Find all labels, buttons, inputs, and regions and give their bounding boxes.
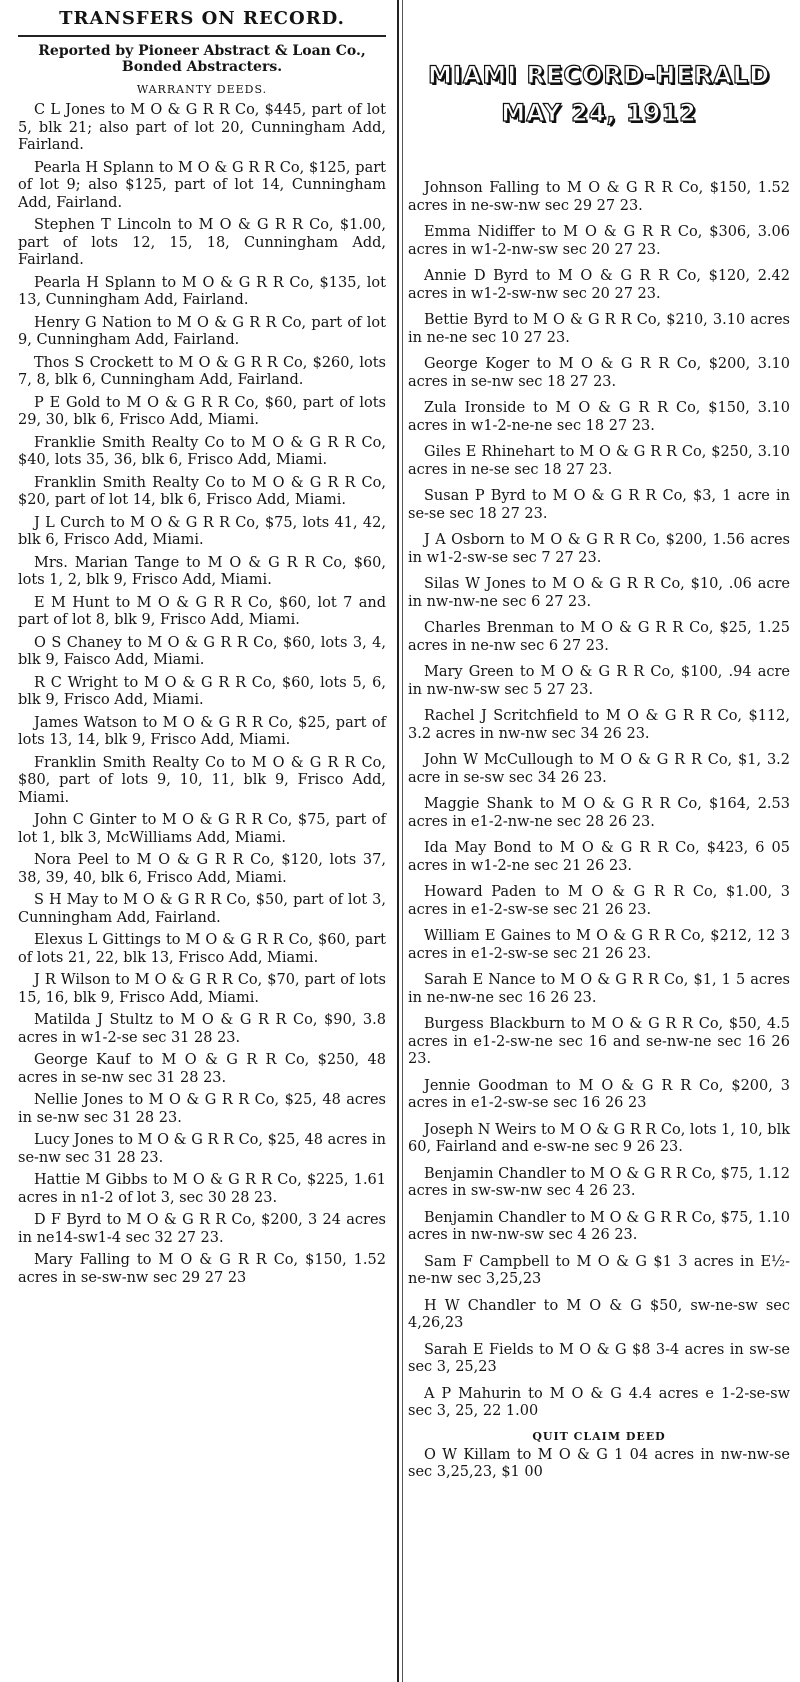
deed-entry: Silas W Jones to M O & G R R Co, $10, .06 acre in nw-nw-ne sec 6 27 23. (408, 576, 790, 610)
deed-entry: Mary Falling to M O & G R R Co, $150, 1.52 acres in se-sw-nw sec 29 27 23 (18, 1252, 386, 1286)
deed-entry: Franklin Smith Realty Co to M O & G R R Co, $80, part of lots 9, 10, 11, blk 9, Frisco Add, Miami. (18, 754, 386, 806)
headline: TRANSFERS ON RECORD. (18, 8, 386, 37)
deed-entry: Giles E Rhinehart to M O & G R R Co, $250, 3.10 acres in ne-se sec 18 27 23. (408, 444, 790, 478)
deed-entry: Henry G Nation to M O & G R R Co, part of lot 9, Cunningham Add, Fairland. (18, 314, 386, 348)
deed-entry: Franklin Smith Realty Co to M O & G R R Co, $20, part of lot 14, blk 6, Frisco Add, Miami. (18, 474, 386, 508)
deed-entry: Bettie Byrd to M O & G R R Co, $210, 3.10 acres in ne-ne sec 10 27 23. (408, 312, 790, 346)
deed-entry: Lucy Jones to M O & G R R Co, $25, 48 acres in se-nw sec 31 28 23. (18, 1132, 386, 1166)
quit-claim-heading: QUIT CLAIM DEED (532, 1429, 666, 1443)
deed-entry: Annie D Byrd to M O & G R R Co, $120, 2.42 acres in w1-2-sw-nw sec 20 27 23. (408, 268, 790, 302)
deed-entry: R C Wright to M O & G R R Co, $60, lots 5, 6, blk 9, Frisco Add, Miami. (18, 674, 386, 708)
deed-entry: Stephen T Lincoln to M O & G R R Co, $1.00, part of lots 12, 15, 18, Cunningham Add, Fairland. (18, 217, 386, 268)
deed-entry: Howard Paden to M O & G R R Co, $1.00, 3 acres in e1-2-sw-se sec 21 26 23. (408, 884, 790, 918)
deed-entry: Sarah E Fields to M O & G $8 3-4 acres in sw-se sec 3, 25,23 (408, 1341, 790, 1375)
deed-entry: Sam F Campbell to M O & G $1 3 acres in E½-ne-nw sec 3,25,23 (408, 1253, 790, 1287)
deed-entry: Sarah E Nance to M O & G R R Co, $1, 1 5 acres in ne-nw-ne sec 16 26 23. (408, 972, 790, 1006)
deed-entry: S H May to M O & G R R Co, $50, part of lot 3, Cunningham Add, Fairland. (18, 892, 386, 926)
deed-entry: A P Mahurin to M O & G 4.4 acres e 1-2-se-sw sec 3, 25, 22 1.00 (408, 1385, 790, 1419)
column-rule-inner (402, 0, 403, 1682)
deed-entry: Johnson Falling to M O & G R R Co, $150, 1.52 acres in ne-sw-nw sec 29 27 23. (408, 180, 790, 214)
masthead-stamp (408, 56, 790, 132)
deed-entry: Mrs. Marian Tange to M O & G R R Co, $60, lots 1, 2, blk 9, Frisco Add, Miami. (18, 554, 386, 588)
deed-entry: Zula Ironside to M O & G R R Co, $150, 3.10 acres in w1-2-ne-ne sec 18 27 23. (408, 400, 790, 434)
right-column (408, 180, 790, 1491)
deed-entry: Benjamin Chandler to M O & G R R Co, $75, 1.10 acres in nw-nw-sw sec 4 26 23. (408, 1209, 790, 1243)
stamp-date: MAY 24, 1912 (501, 99, 697, 127)
deed-entry: E M Hunt to M O & G R R Co, $60, lot 7 and part of lot 8, blk 9, Frisco Add, Miami. (18, 594, 386, 628)
deed-entry: Ida May Bond to M O & G R R Co, $423, 6 05 acres in w1-2-ne sec 21 26 23. (408, 840, 790, 874)
left-column (18, 0, 386, 1292)
deed-entry: Pearla H Splann to M O & G R R Co, $135, lot 13, Cunningham Add, Fairland. (18, 274, 386, 308)
deed-entry: Matilda J Stultz to M O & G R R Co, $90, 3.8 acres in w1-2-se sec 31 28 23. (18, 1012, 386, 1046)
deed-entry: Franklie Smith Realty Co to M O & G R R Co, $40, lots 35, 36, blk 6, Frisco Add, Miami. (18, 434, 386, 468)
deed-entry: Pearla H Splann to M O & G R R Co, $125, part of lot 9; also $125, part of lot 14, Cunningham Add, Fairland. (18, 159, 386, 211)
deed-entry: Maggie Shank to M O & G R R Co, $164, 2.53 acres in e1-2-nw-ne sec 28 26 23. (408, 796, 790, 830)
deed-entry: William E Gaines to M O & G R R Co, $212, 12 3 acres in e1-2-sw-se sec 21 26 23. (408, 928, 790, 962)
deed-entry: Nellie Jones to M O & G R R Co, $25, 48 acres in se-nw sec 31 28 23. (18, 1092, 386, 1126)
deed-entry: Elexus L Gittings to M O & G R R Co, $60, part of lots 21, 22, blk 13, Frisco Add, Miami. (18, 932, 386, 966)
deed-entry: J A Osborn to M O & G R R Co, $200, 1.56 acres in w1-2-sw-se sec 7 27 23. (408, 532, 790, 566)
deed-entry: O S Chaney to M O & G R R Co, $60, lots 3, 4, blk 9, Faisco Add, Miami. (18, 634, 386, 668)
deed-entry: George Kauf to M O & G R R Co, $250, 48 acres in se-nw sec 31 28 23. (18, 1052, 386, 1086)
deed-entry: Joseph N Weirs to M O & G R R Co, lots 1, 10, blk 60, Fairland and e-sw-ne sec 9 26 23. (408, 1121, 790, 1155)
deed-entry: P E Gold to M O & G R R Co, $60, part of lots 29, 30, blk 6, Frisco Add, Miami. (18, 394, 386, 428)
deed-entry: C L Jones to M O & G R R Co, $445, part of lot 5, blk 21; also part of lot 20, Cunningham Add, Fairland. (18, 102, 386, 153)
quit-claim-entry: O W Killam to M O & G 1 04 acres in nw-nw-se sec 3,25,23, $1 00 (408, 1446, 790, 1480)
deed-entry: Nora Peel to M O & G R R Co, $120, lots 37, 38, 39, 40, blk 6, Frisco Add, Miami. (18, 852, 386, 886)
deed-entry: J R Wilson to M O & G R R Co, $70, part of lots 15, 16, blk 9, Frisco Add, Miami. (18, 972, 386, 1006)
stamp-paper-name: MIAMI RECORD-HERALD (427, 61, 770, 89)
deed-entry: Thos S Crockett to M O & G R R Co, $260, lots 7, 8, blk 6, Cunningham Add, Fairland. (18, 354, 386, 388)
deed-entry: Hattie M Gibbs to M O & G R R Co, $225, 1.61 acres in n1-2 of lot 3, sec 30 28 23. (18, 1172, 386, 1206)
deed-entry: Mary Green to M O & G R R Co, $100, .94 acre in nw-nw-sw sec 5 27 23. (408, 664, 790, 698)
deed-entry: Rachel J Scritchfield to M O & G R R Co, $112, 3.2 acres in nw-nw sec 34 26 23. (408, 708, 790, 742)
deed-entry: D F Byrd to M O & G R R Co, $200, 3 24 acres in ne14-sw1-4 sec 32 27 23. (18, 1212, 386, 1246)
deed-entry: H W Chandler to M O & G $50, sw-ne-sw sec 4,26,23 (408, 1297, 790, 1331)
deed-entry: Susan P Byrd to M O & G R R Co, $3, 1 acre in se-se sec 18 27 23. (408, 488, 790, 522)
deed-entry: Emma Nidiffer to M O & G R R Co, $306, 3.06 acres in w1-2-nw-sw sec 20 27 23. (408, 224, 790, 258)
reporter-line: Reported by Pioneer Abstract & Loan Co., Bonded Abstracters. (38, 43, 366, 75)
section-heading: WARRANTY DEEDS. (136, 83, 268, 96)
deed-entry: Benjamin Chandler to M O & G R R Co, $75, 1.12 acres in sw-sw-nw sec 4 26 23. (408, 1165, 790, 1199)
deed-entry: Burgess Blackburn to M O & G R R Co, $50, 4.5 acres in e1-2-sw-ne sec 16 and se-nw-ne sec 16 26 23. (408, 1016, 790, 1067)
deed-entry: Jennie Goodman to M O & G R R Co, $200, 3 acres in e1-2-sw-se sec 16 26 23 (408, 1077, 790, 1111)
right-entries (408, 180, 790, 1421)
column-rule (397, 0, 399, 1682)
left-entries (18, 102, 386, 1287)
deed-entry: George Koger to M O & G R R Co, $200, 3.10 acres in se-nw sec 18 27 23. (408, 356, 790, 390)
deed-entry: J L Curch to M O & G R R Co, $75, lots 41, 42, blk 6, Frisco Add, Miami. (18, 514, 386, 548)
deed-entry: John C Ginter to M O & G R R Co, $75, part of lot 1, blk 3, McWilliams Add, Miami. (18, 812, 386, 846)
deed-entry: John W McCullough to M O & G R R Co, $1, 3.2 acre in se-sw sec 34 26 23. (408, 752, 790, 786)
deed-entry: James Watson to M O & G R R Co, $25, part of lots 13, 14, blk 9, Frisco Add, Miami. (18, 714, 386, 748)
deed-entry: Charles Brenman to M O & G R R Co, $25, 1.25 acres in ne-nw sec 6 27 23. (408, 620, 790, 654)
